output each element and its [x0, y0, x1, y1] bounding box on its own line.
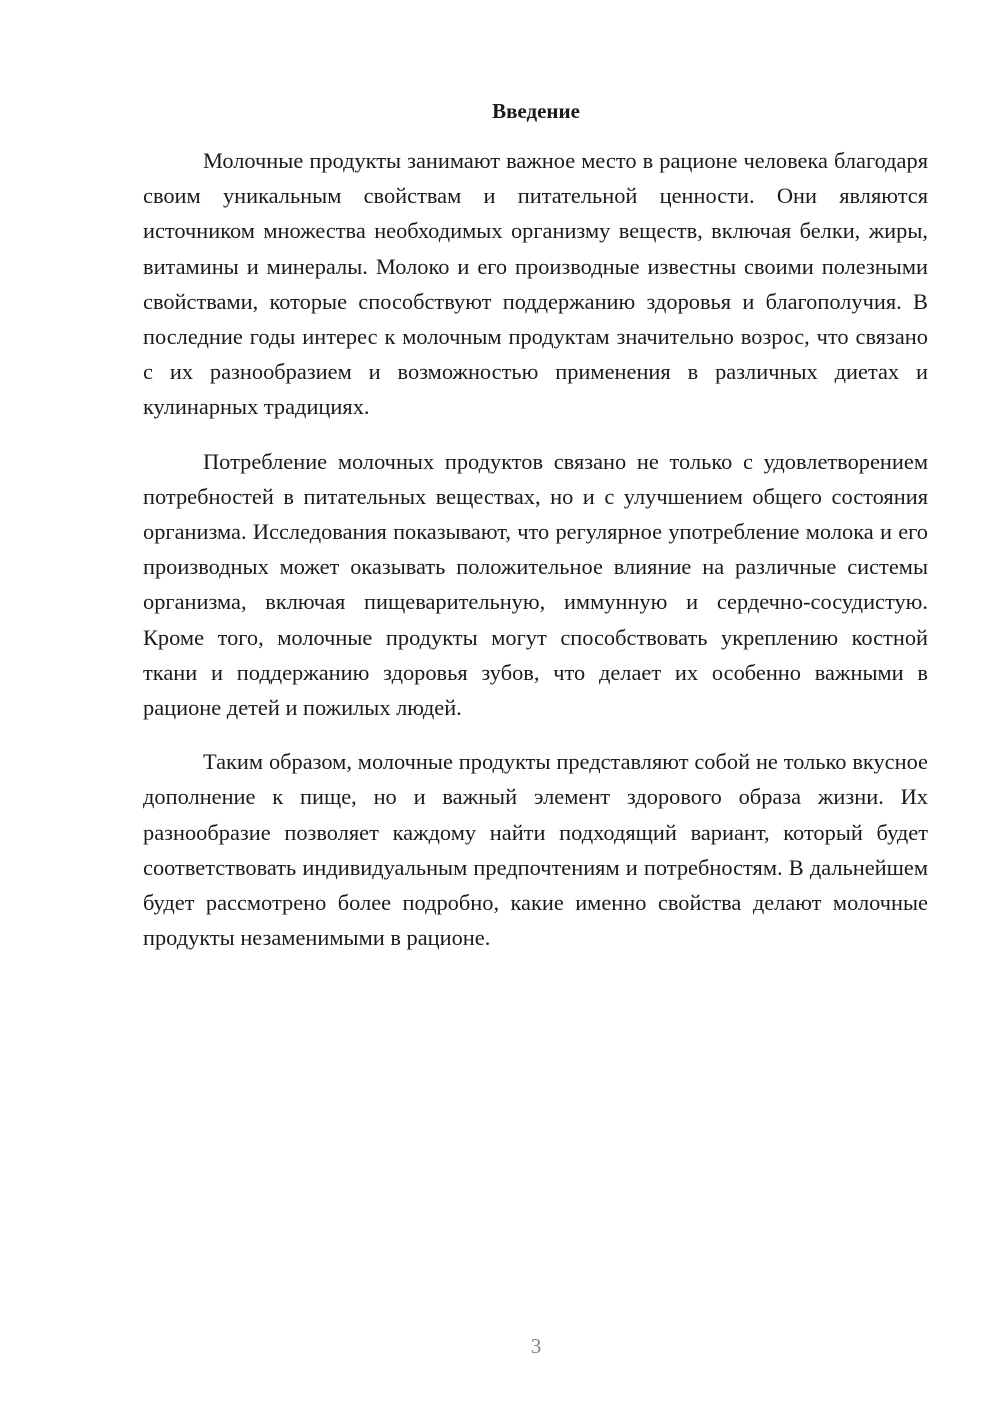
- paragraph-2: Потребление молочных продуктов связано не только с удовлетворением потребностей в питательных веществах, но и с улучшением общего состояния организма. Исследования показывают, что регулярное употребление молока и его производных может оказывать положительное влияние на различные системы организма, включая пищеварительную, иммунную и сердечно-сосудистую. Кроме того, молочные продукты могут способствовать укреплению костной ткани и поддержанию здоровья зубов, что делает их особенно важными в рационе детей и пожилых людей.: [143, 448, 928, 721]
- paragraph-3: Таким образом, молочные продукты представляют собой не только вкусное дополнение к пище, но и важный элемент здорового образа жизни. Их разнообразие позволяет каждому найти подходящий вариант, который будет соответствовать индивидуальным предпочтениям и потребностям. В дальнейшем будет рассмотрено более подробно, какие именно свойства делают молочные продукты незаменимыми в рационе.: [143, 749, 928, 951]
- document-body: [143, 143, 928, 974]
- page-title: Введение: [492, 99, 580, 123]
- paragraph-1: Молочные продукты занимают важное место в рационе человека благодаря своим уникальным свойствам и питательной ценности. Они являются источником множества необходимых организму веществ, включая белки, жиры, витамины и минералы. Молоко и его производные известны своими полезными свойствами, которые способствуют поддержанию здоровья и благополучия. В последние годы интерес к молочным продуктам значительно возрос, что связано с их разнообразием и возможностью применения в различных диетах и кулинарных традициях.: [143, 148, 928, 420]
- page-number: 3: [530, 1334, 542, 1358]
